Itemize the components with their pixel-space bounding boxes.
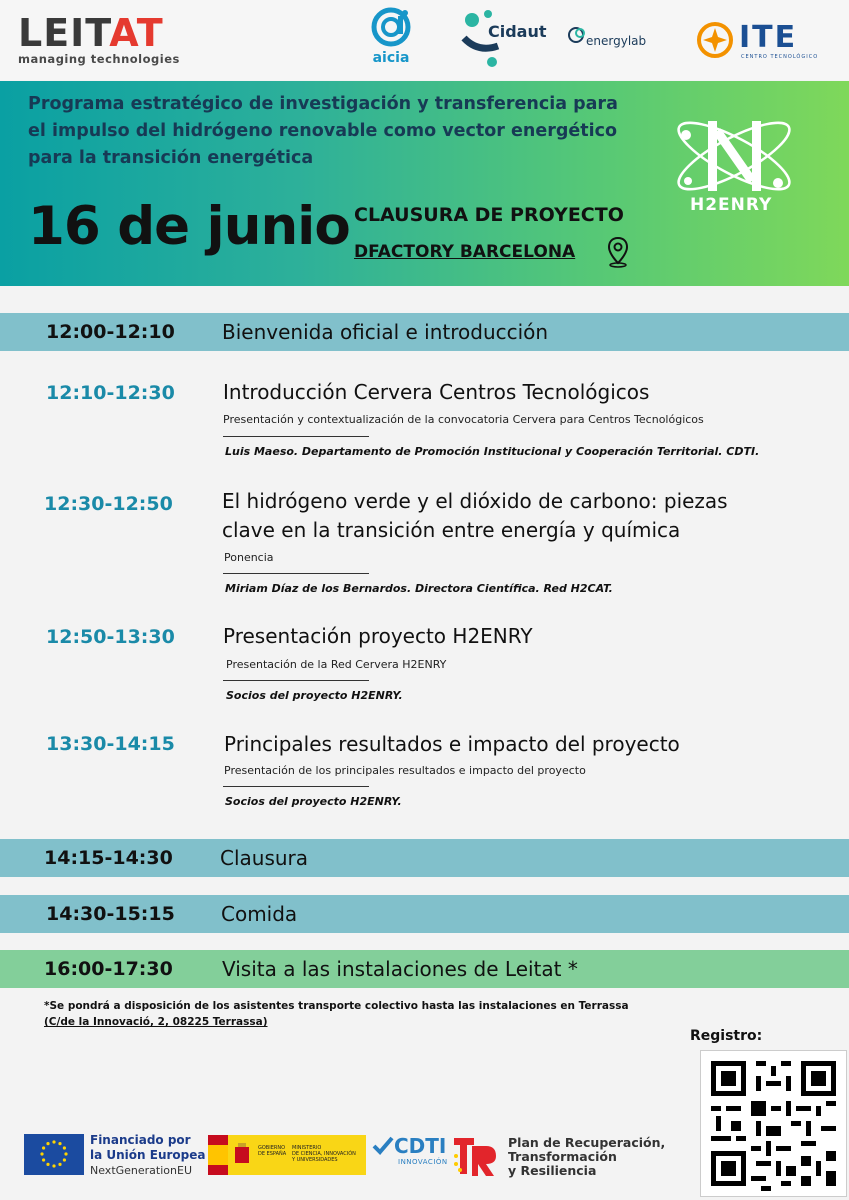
agenda-title: Introducción Cervera Centros Tecnológicos — [223, 380, 650, 404]
agenda-time: 14:15-14:30 — [44, 847, 173, 869]
h2enry-logo-icon — [668, 111, 800, 246]
agenda-speaker: Socios del proyecto H2ENRY. — [225, 795, 402, 808]
aicia-icon — [368, 6, 414, 48]
agenda-time: 12:30-12:50 — [44, 493, 173, 515]
registration-label: Registro: — [690, 1028, 763, 1044]
agenda-subtitle: Ponencia — [224, 551, 274, 564]
agenda-title: El hidrógeno verde y el dióxido de carbono: piezas — [222, 489, 728, 513]
event-type: CLAUSURA DE PROYECTO — [354, 204, 624, 226]
agenda-title: Visita a las instalaciones de Leitat * — [222, 957, 578, 981]
agenda-speaker: Miriam Díaz de los Bernardos. Directora Científica. Red H2CAT. — [225, 582, 613, 595]
cdti-check-icon — [372, 1134, 394, 1156]
ite-logo: ITE CENTRO TECNOLÓGICO — [695, 20, 815, 64]
event-date: 16 de junio — [28, 196, 350, 257]
leitat-tagline: managing technologies — [18, 52, 180, 66]
transport-note-text: *Se pondrá a disposición de los asistentes transporte colectivo hasta las instalaciones en Terrassa — [44, 1000, 629, 1012]
agenda-title: clave en la transición entre energía y química — [222, 518, 681, 542]
eu-funding-text: Financiado por la Unión Europea NextGenerationEU — [90, 1133, 206, 1177]
program-title: Programa estratégico de investigación y transferencia para el impulso del hidrógeno renovable como vector energético para la transición energética — [28, 94, 618, 168]
agenda-title: Comida — [221, 902, 298, 926]
eu-flag-icon — [24, 1134, 84, 1175]
registration-qr-code[interactable] — [700, 1050, 847, 1197]
agenda-time: 16:00-17:30 — [44, 958, 173, 980]
plan-tr-icon — [450, 1134, 502, 1180]
agenda-title: Presentación proyecto H2ENRY — [223, 624, 533, 648]
agenda-subtitle: Presentación y contextualización de la convocatoria Cervera para Centros Tecnológicos — [223, 413, 704, 426]
cidaut-logo: Cidaut — [458, 8, 548, 68]
event-banner — [0, 81, 849, 286]
agenda-title: Principales resultados e impacto del proyecto — [224, 732, 680, 756]
aicia-logo: aicia — [366, 6, 416, 66]
h2enry-logo-text: H2ENRY — [690, 195, 773, 215]
transport-address[interactable]: (C/de la Innovació, 2, 08225 Terrassa) — [44, 1016, 268, 1028]
gobierno-espana-logo: GOBIERNO DE ESPAÑA MINISTERIO DE CIENCIA, INNOVACIÓN Y UNIVERSIDADES — [208, 1135, 366, 1175]
leitat-logo: LEITAT managing technologies — [18, 11, 180, 66]
agenda-title: Bienvenida oficial e introducción — [222, 320, 549, 344]
ite-icon — [695, 20, 735, 60]
agenda-speaker: Socios del proyecto H2ENRY. — [226, 689, 403, 702]
venue-link[interactable]: DFACTORY BARCELONA — [354, 242, 576, 262]
divider — [223, 680, 369, 681]
transport-note — [44, 998, 629, 1030]
location-pin-icon[interactable] — [606, 236, 630, 268]
coat-of-arms-icon — [232, 1143, 252, 1167]
agenda-subtitle: Presentación de la Red Cervera H2ENRY — [226, 658, 447, 671]
agenda-time: 12:00-12:10 — [46, 321, 175, 343]
agenda-time: 12:50-13:30 — [46, 626, 175, 648]
qr-code-icon[interactable] — [701, 1051, 846, 1196]
agenda-title: Clausura — [220, 846, 309, 870]
energylab-icon — [568, 24, 588, 46]
divider — [223, 573, 369, 574]
agenda-subtitle: Presentación de los principales resultados e impacto del proyecto — [224, 764, 586, 777]
plan-recuperacion-logo: Plan de Recuperación, Transformación y Resiliencia — [450, 1134, 670, 1180]
energylab-logo: energylab — [568, 24, 678, 54]
agenda-time: 13:30-14:15 — [46, 733, 175, 755]
agenda-time: 14:30-15:15 — [46, 903, 175, 925]
cdti-logo: CDTI INNOVACIÓN — [372, 1134, 442, 1174]
divider — [223, 436, 369, 437]
agenda-speaker: Luis Maeso. Departamento de Promoción Institucional y Cooperación Territorial. CDTI. — [225, 445, 760, 458]
divider — [223, 786, 369, 787]
agenda-time: 12:10-12:30 — [46, 382, 175, 404]
